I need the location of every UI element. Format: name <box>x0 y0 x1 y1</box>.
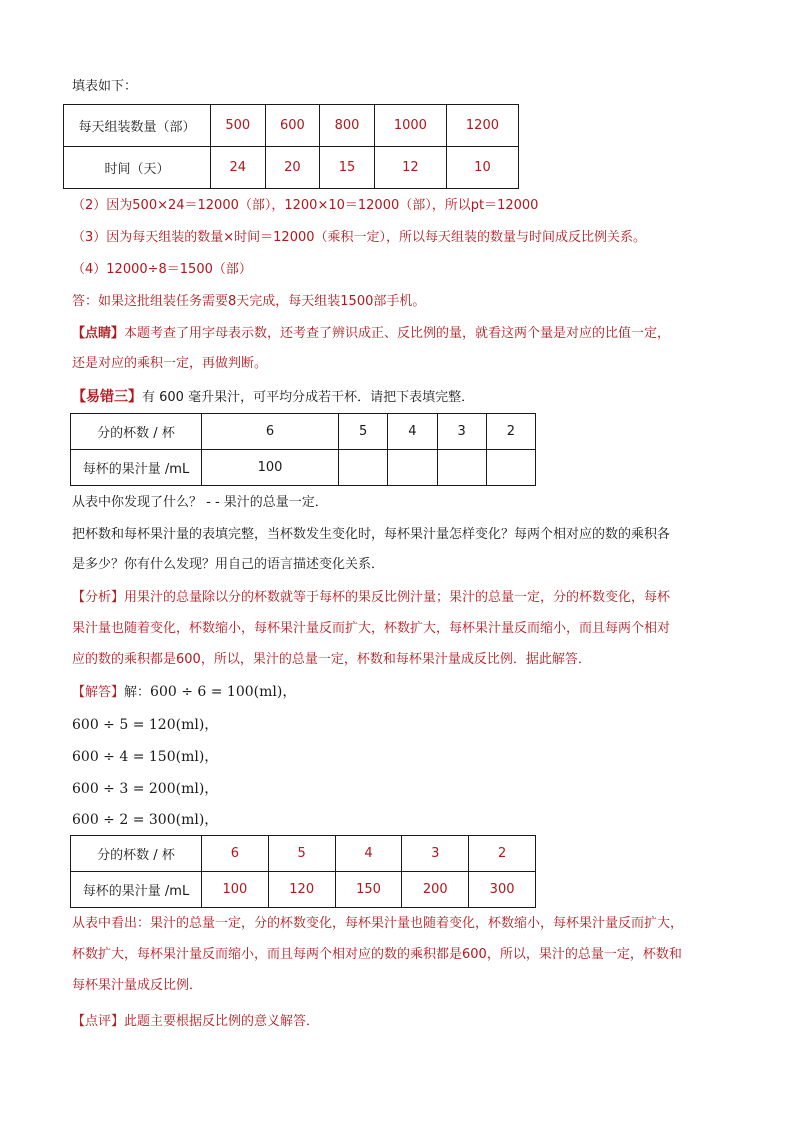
table-cell: 2 <box>486 414 535 450</box>
solution-lead: 解： <box>124 685 151 700</box>
equation: 600 ÷ 6 = 100(ml)， <box>150 684 297 700</box>
table-row-label: 分的杯数 / 杯 <box>71 836 202 872</box>
table-cell: 6 <box>202 836 269 872</box>
question-2-line-1: 把杯数和每杯果汁量的表填完整，当杯数发生变化时，每杯果汁量怎样变化？每两个相对应的数的乘积各 <box>72 527 671 542</box>
solution-block <box>72 683 296 702</box>
comment-block-2 <box>72 1013 319 1031</box>
question-2-line-2: 是多少？你有什么发现？用自己的语言描述变化关系． <box>72 557 385 572</box>
question-1: 从表中你发现了什么？ - - 果汁的总量一定． <box>72 495 328 510</box>
answer-text: 答：如果这批组装任务需要8天完成，每天组装1500部手机。 <box>72 294 426 309</box>
juice-table-blank <box>70 413 536 486</box>
table-cell: 500 <box>211 105 266 147</box>
comment-tag: 【点评】 <box>72 1014 125 1029</box>
table-cell: 12 <box>374 147 446 189</box>
analysis-line-2: 果汁量也随着变化，杯数缩小，每杯果汁量反而扩大，杯数扩大，每杯果汁量反而缩小，而且每两个相对 <box>72 621 671 636</box>
equation: 600 ÷ 5 = 120(ml)， <box>72 717 219 733</box>
table-cell: 6 <box>202 414 339 450</box>
table-cell: 300 <box>469 872 536 908</box>
table-cell: 1200 <box>446 105 518 147</box>
problem-tag: 【易错三】 <box>72 389 142 405</box>
table-cell: 600 <box>265 105 320 147</box>
conclusion-line-2: 杯数扩大，每杯果汁量反而缩小，而且每两个相对应的数的乘积都是600，所以，果汁的总量一定，杯数和 <box>72 947 682 962</box>
assembly-table <box>63 104 519 189</box>
table-cell: 1000 <box>374 105 446 147</box>
table-cell: 120 <box>268 872 335 908</box>
table-cell: 800 <box>320 105 375 147</box>
comment-line-2: 还是对应的乘积一定，再做判断。 <box>72 356 268 371</box>
equation: 600 ÷ 2 = 300(ml)， <box>72 812 219 828</box>
solution-tag: 【解答】 <box>72 685 125 700</box>
equation: 600 ÷ 3 = 200(ml)， <box>72 781 219 797</box>
table-cell <box>437 450 486 486</box>
table-row-label: 分的杯数 / 杯 <box>71 414 202 450</box>
table-cell: 100 <box>202 872 269 908</box>
table-row-label: 每杯的果汁量 /mL <box>71 872 202 908</box>
problem-text: 有 600 毫升果汁，可平均分成若干杯．请把下表填完整． <box>142 390 475 405</box>
table-cell <box>486 450 535 486</box>
table-cell: 3 <box>437 414 486 450</box>
comment-text: 此题主要根据反比例的意义解答． <box>124 1014 320 1029</box>
juice-table-filled <box>70 835 536 908</box>
problem-3 <box>72 388 474 407</box>
equation: 600 ÷ 4 = 150(ml)， <box>72 749 219 765</box>
table-row-label: 时间（天） <box>64 147 211 189</box>
conclusion-line-1: 从表中看出：果汁的总量一定，分的杯数变化，每杯果汁量也随着变化，杯数缩小，每杯果汁量反而扩大， <box>72 916 684 931</box>
table-row-label: 每天组装数量（部） <box>64 105 211 147</box>
comment-block-1 <box>72 325 670 343</box>
table-row-label: 每杯的果汁量 /mL <box>71 450 202 486</box>
table-cell: 10 <box>446 147 518 189</box>
table-cell: 15 <box>320 147 375 189</box>
table-cell: 4 <box>388 414 437 450</box>
analysis-block <box>72 589 670 607</box>
comment-tag: 【点睛】 <box>72 326 125 341</box>
conclusion-line-3: 每杯果汁量成反比例． <box>72 978 203 993</box>
step-3: （3）因为每天组装的数量×时间＝12000（乘积一定），所以每天组装的数量与时间成反比例关系。 <box>72 230 647 245</box>
analysis-text: 用果汁的总量除以分的杯数就等于每杯的果反比例汁量；果汁的总量一定，分的杯数变化，每杯 <box>124 590 671 605</box>
table-cell: 4 <box>335 836 402 872</box>
table-cell <box>339 450 388 486</box>
table-cell: 100 <box>202 450 339 486</box>
table-cell: 200 <box>402 872 469 908</box>
table-cell <box>388 450 437 486</box>
table-cell: 20 <box>265 147 320 189</box>
step-4: （4）12000÷8＝1500（部） <box>72 262 252 277</box>
table-cell: 3 <box>402 836 469 872</box>
comment-text: 本题考查了用字母表示数，还考查了辨识成正、反比例的量，就看这两个量是对应的比值一定， <box>124 326 671 341</box>
table-cell: 2 <box>469 836 536 872</box>
table-cell: 5 <box>339 414 388 450</box>
table-cell: 24 <box>211 147 266 189</box>
table-cell: 5 <box>268 836 335 872</box>
step-2: （2）因为500×24＝12000（部），1200×10＝12000（部），所以pt＝12000 <box>72 198 539 213</box>
table-cell: 150 <box>335 872 402 908</box>
analysis-line-3: 应的数的乘积都是600，所以，果汁的总量一定，杯数和每杯果汁量成反比例．据此解答． <box>72 652 591 667</box>
analysis-tag: 【分析】 <box>72 590 125 605</box>
intro-text: 填表如下： <box>72 79 138 94</box>
